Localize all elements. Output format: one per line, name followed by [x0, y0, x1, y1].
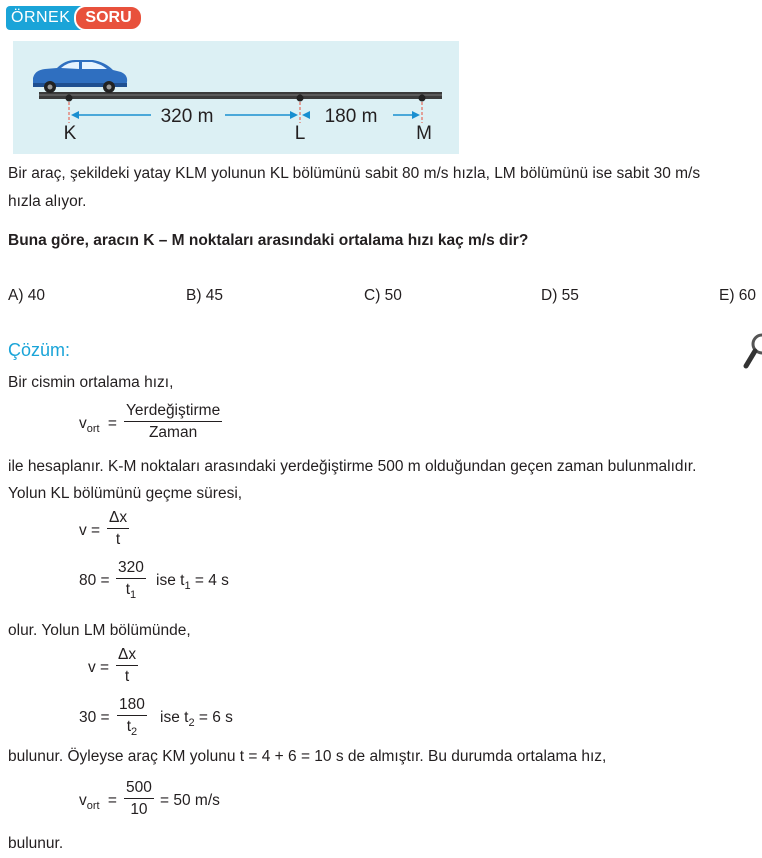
paragraph-3: bulunur. Öyleyse araç KM yolunu t = 4 + 6 = 10 s de almıştır. Bu durumda ortalama hız, — [8, 748, 607, 765]
f6-result: = 50 m/s — [160, 792, 220, 809]
f2-numerator: Δx — [109, 509, 128, 526]
option-e[interactable]: E) 60 — [719, 287, 757, 304]
f2-lhs: v = — [79, 522, 101, 539]
f6-numerator: 500 — [126, 779, 152, 796]
f3-denominator: $t_1$ — [125, 581, 137, 601]
f1-denominator: Zaman — [148, 424, 198, 441]
road-figure — [13, 41, 459, 154]
paragraph-1-line-2: Yolun KL bölümünü geçme süresi, — [8, 485, 243, 502]
f3-result: ise $t_1 = 4$ s — [156, 572, 229, 592]
option-d[interactable]: D) 55 — [541, 287, 579, 304]
f1-numerator: Yerdeğiştirme — [126, 402, 221, 419]
closing-text: bulunur. — [8, 835, 64, 852]
question-line-2: hızla alıyor. — [8, 193, 87, 210]
badge-ornek: ÖRNEK — [6, 6, 98, 30]
paragraph-1-line-1: ile hesaplanır. K-M noktaları arasındaki yerdeğiştirme 500 m olduğundan geçen zaman bulunmalıdır. — [8, 458, 697, 475]
point-m-marker — [419, 95, 426, 102]
f6-denominator: 10 — [130, 801, 148, 818]
f2-denominator: t — [115, 531, 121, 548]
option-b[interactable]: B) 45 — [186, 287, 224, 304]
f5-lhs: 30 = — [79, 709, 110, 726]
f1-lhs: $v_{ort}$ = — [79, 415, 117, 435]
f6-fraction — [124, 778, 154, 820]
f5-numerator: 180 — [119, 696, 145, 713]
f5-result: ise $t_2 = 6$ s — [160, 709, 233, 729]
point-k-marker — [66, 95, 73, 102]
point-k-label: K — [63, 123, 77, 144]
magnifier-icon — [742, 330, 762, 370]
option-a[interactable]: A) 40 — [8, 287, 46, 304]
f1-fraction — [124, 401, 222, 443]
car-icon — [33, 60, 127, 93]
point-l-label: L — [294, 123, 306, 144]
question-line-1: Bir araç, şekildeki yatay KLM yolunun KL bölümünü sabit 80 m/s hızla, LM bölümünü ise sabit 30 m/s — [8, 165, 701, 182]
f4-lhs: v = — [88, 659, 110, 676]
f4-fraction — [116, 645, 138, 687]
f3-numerator: 320 — [118, 559, 144, 576]
f6-lhs: $v_{ort}$ = — [79, 792, 117, 812]
f2-fraction — [107, 508, 129, 550]
example-badge — [6, 6, 143, 30]
f4-numerator: Δx — [118, 646, 137, 663]
solution-intro: Bir cismin ortalama hızı, — [8, 374, 174, 391]
lm-distance-label: 180 m — [324, 106, 378, 127]
solution-title: Çözüm: — [8, 340, 71, 360]
road-diagram — [13, 41, 459, 154]
kl-distance-label: 320 m — [160, 106, 214, 127]
f3-lhs: 80 = — [79, 572, 110, 589]
f4-denominator: t — [124, 668, 130, 685]
paragraph-2: olur. Yolun LM bölümünde, — [8, 622, 191, 639]
f5-fraction — [117, 695, 147, 742]
point-m-label: M — [416, 123, 432, 144]
badge-soru: SORU — [74, 5, 142, 31]
f3-fraction — [116, 558, 146, 605]
option-c[interactable]: C) 50 — [364, 287, 402, 304]
point-l-marker — [297, 95, 304, 102]
question-prompt: Buna göre, aracın K – M noktaları arasındaki ortalama hızı kaç m/s dir? — [8, 232, 529, 249]
f5-denominator: $t_2$ — [126, 718, 138, 738]
